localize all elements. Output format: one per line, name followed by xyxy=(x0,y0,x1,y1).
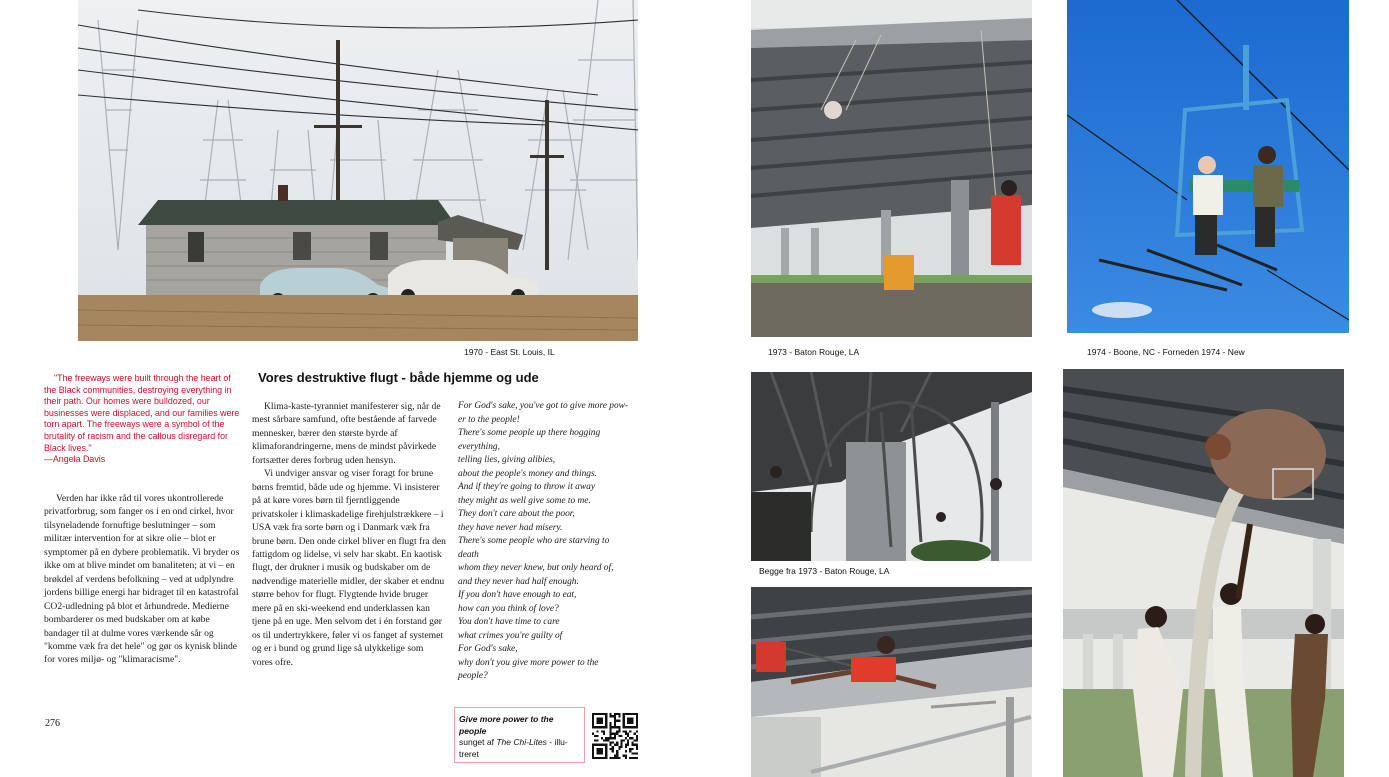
lyric-line: If you don't have enough to eat, xyxy=(458,590,577,600)
lyric-line: For God's sake, you've got to give more pow- xyxy=(458,401,629,411)
photo-swing-under-freeway xyxy=(751,0,1032,337)
page-number: 276 xyxy=(45,718,60,729)
left-body-paragraph: Verden har ikke råd til vores ukontrollerede privatforbrug, som fanger os i en ond cirkel, hvor tilsyneladende fornuftige beslutninger – som militær intervention for at sikre olie – blot er symptomer på en dybere problematik. Vi bryder os ikke om at blive mindet om banaliteten; at vi – en brøkdel af verdens befolkning – ved at udplyndre jordens billige energi har bidraget til en katastrofal CO2-udledning på blot et århundrede. Medierne bombarderer os med budskaber om at købe bandager til at dulme vores værkende sår og "komme væk fra det hele" og gør os kynisk blinde for vores miljø- og "klimaracisme". xyxy=(44,493,240,666)
photo-basketball xyxy=(1063,369,1344,777)
photo-ski-lift xyxy=(1067,0,1349,333)
lyric-line: You don't have time to care xyxy=(458,617,560,627)
caption-boone: 1974 - Boone, NC - Forneden 1974 - New xyxy=(1087,347,1245,357)
article-paragraph-2: Vi undviger ansvar og viser foragt for brune børns fremtid, både ude og hjemme. Vi insisterer på at køre vores børn til fjerntliggende privatskoler i klimaskadelige firehjulstrækkere – i USA væk fra sorte børn og i Danmark væk fra brune børn. Den onde cirkel bliver en flugt fra den fattigdom og lidelse, vi selv har skabt. En kaotisk flugt, der drukner i musik og budskaber om de nødvendige materielle midler, der skaber et endnu større behov for flugt. Flygtende hvide bruger mere på en ski-weekend end underklassen kan tjene på en uge. Men selvom det i én forstand gør os til undertrykkere, føler vi os fanget af systemet og er i bund og grund lige så ulykkelige som vores ofre. xyxy=(252,468,446,668)
middle-body-column xyxy=(252,400,446,669)
sung-by-label: sunget af xyxy=(459,737,494,747)
lyric-line: They don't care about the poor, xyxy=(458,509,575,519)
lyric-line: and they never had half enough. xyxy=(458,576,579,587)
article-paragraph-1: Klima-kaste-tyranniet manifesterer sig, når de mest sårbare samfund, ofte bestående af farvede mennesker, bærer den største byrde af klimaforandringerne, mens de mindst påvirkede fortsætter deres forbrug uden hensyn. xyxy=(252,401,441,466)
quote-text: "The freeways were built through the heart of the Black communities, destroying everything in their path. Our homes were bulldozed, our businesses were displaced, and our families were torn apart. The freeways were a symbol of the brutality of racism and the callous disregard for Black lives." xyxy=(44,373,240,453)
song-credit xyxy=(459,737,580,749)
article-headline: Vores destruktive flugt - både hjemme og ude xyxy=(258,370,539,385)
photo-jungle-gym xyxy=(751,372,1032,561)
lyric-line: whom they never knew, but only heard of, xyxy=(458,563,614,573)
lyric-line: people? xyxy=(458,671,488,681)
song-title: Give more power to the people xyxy=(459,714,554,736)
song-credit-suffix: - illu- xyxy=(546,737,568,747)
caption-begge: Begge fra 1973 - Baton Rouge, LA xyxy=(759,566,890,576)
lyric-line: There's some people who are starving to xyxy=(458,536,610,546)
lyric-line: There's some people up there hogging xyxy=(458,428,601,438)
lyric-line: er to the people! xyxy=(458,414,520,425)
photo-east-st-louis xyxy=(78,0,638,341)
caption-baton-rouge-1: 1973 - Baton Rouge, LA xyxy=(768,347,860,357)
lyric-line: For God's sake, xyxy=(458,644,518,654)
lyric-line: they have never had misery. xyxy=(458,522,563,533)
lyric-line: about the people's money and things. xyxy=(458,468,597,479)
lyric-line: why don't you give more power to the xyxy=(458,657,599,668)
song-lyrics xyxy=(458,400,658,684)
lyric-line: And if they're going to throw it away xyxy=(458,482,595,492)
left-body-column xyxy=(44,492,240,667)
photo-boy-swinging xyxy=(751,587,1032,777)
lyric-line: what crimes you're guilty of xyxy=(458,630,563,641)
caption-east-st-louis: 1970 - East St. Louis, IL xyxy=(464,347,555,357)
angela-davis-quote xyxy=(44,373,240,466)
song-artist: The Chi-Lites xyxy=(496,737,547,747)
lyric-line: everything, xyxy=(458,441,500,452)
quote-author: —Angela Davis xyxy=(44,454,106,465)
lyric-line: death xyxy=(458,549,479,560)
lyric-line: how can you think of love? xyxy=(458,603,559,614)
song-credit-line3: treret xyxy=(459,748,479,759)
qr-code-icon[interactable] xyxy=(592,713,638,759)
lyric-line: they might as well give some to me. xyxy=(458,495,591,506)
song-info-box xyxy=(454,707,585,763)
lyric-line: telling lies, giving alibies, xyxy=(458,455,556,465)
